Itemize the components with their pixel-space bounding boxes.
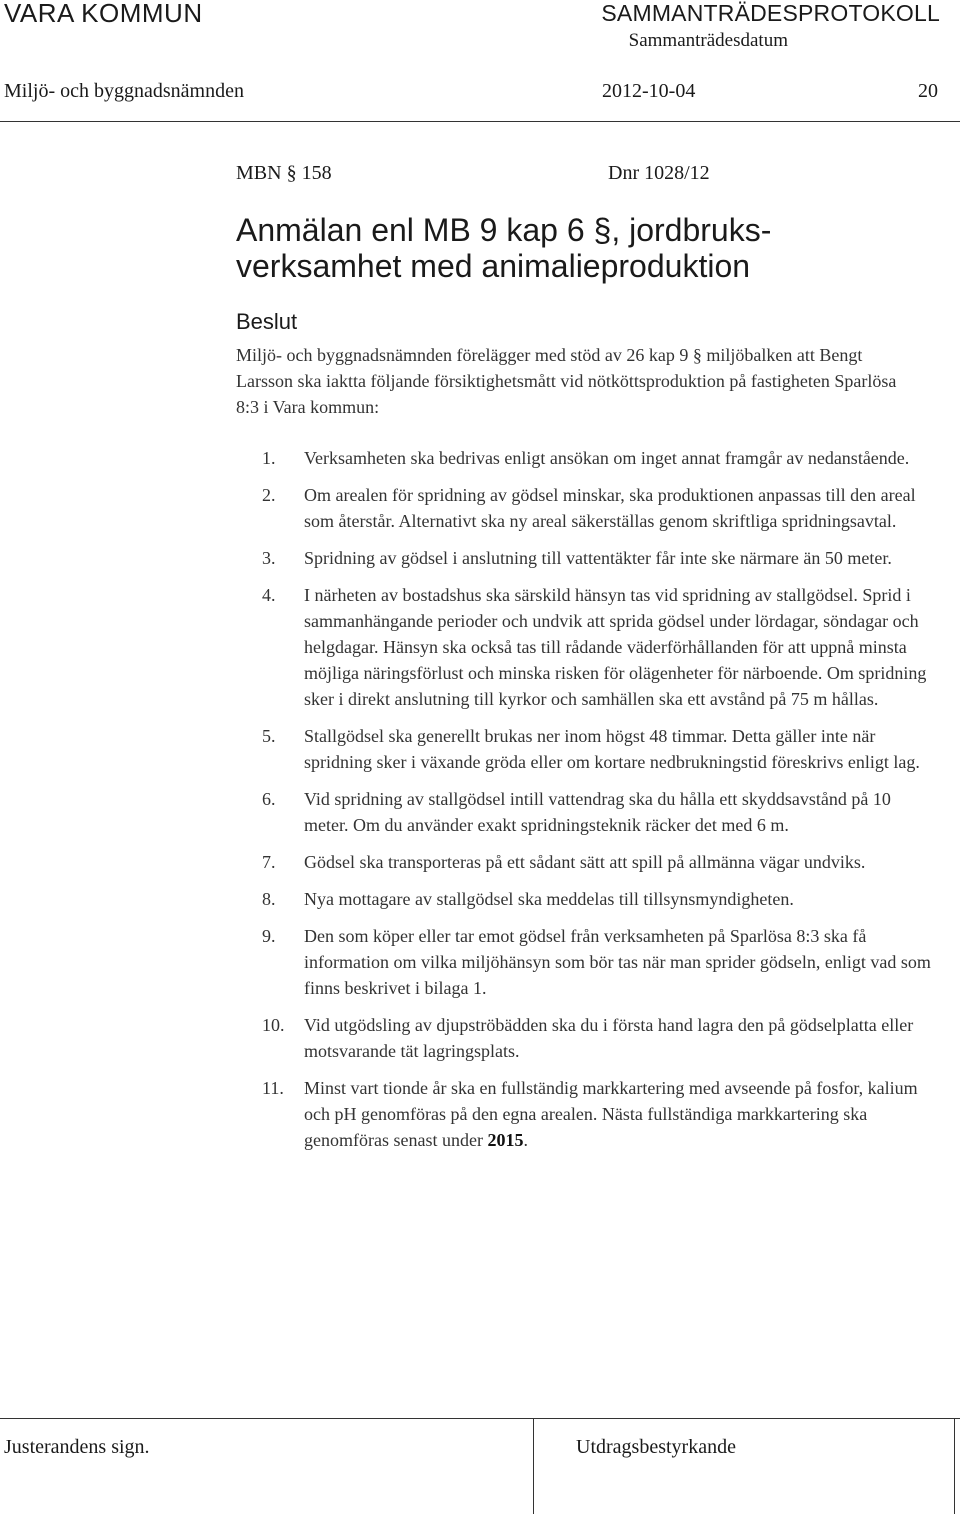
footer-column-divider [533,1418,534,1514]
list-item-body: Verksamheten ska bedrivas enligt ansökan om inget annat framgår av nedanstående. [304,448,910,468]
list-item-body: Nya mottagare av stallgödsel ska meddelas till tillsynsmyndigheten. [304,889,794,909]
list-item-text [304,886,934,912]
list-item-body: Den som köper eller tar emot gödsel från verksamheten på Sparlösa 8:3 ska få information om vilka miljöhänsyn som bör tas när man sprider gödseln, enligt vad som finns beskrivet i bilaga 1. [304,926,931,998]
document-type: SAMMANTRÄDESPROTOKOLL [601,0,940,26]
list-item [262,723,934,775]
list-item-body: Vid utgödsling av djupströbädden ska du i första hand lagra den på gödselplatta eller motsvarande tät lagringsplats. [304,1015,914,1061]
list-item-number: 5. [262,726,276,746]
list-item-text [304,723,934,775]
list-item-number: 10. [262,1015,285,1035]
page-title: Anmälan enl MB 9 kap 6 §, jordbruks-verksamhet med animalieproduktion [236,212,772,284]
list-item-number: 8. [262,889,276,909]
meeting-date-label: Sammanträdesdatum [628,30,788,51]
list-item [262,849,934,875]
list-item-number: 7. [262,852,276,872]
page-number: 20 [918,80,938,102]
list-item-text [304,849,934,875]
list-item-body: Om arealen för spridning av gödsel minskar, ska produktionen anpassas till den areal som återstår. Alternativt ska ny areal säkerställas genom skriftliga spridningsavtal. [304,485,916,531]
footer-divider [0,1418,960,1419]
list-item-number: 9. [262,926,276,946]
committee-name: Miljö- och byggnadsnämnden [4,80,244,102]
adjuster-signature-label: Justerandens sign. [4,1436,150,1458]
list-item [262,445,934,471]
list-item [262,923,934,1001]
list-item-number: 1. [262,448,276,468]
meeting-date: 2012-10-04 [602,80,696,102]
list-item-number: 3. [262,548,276,568]
list-item [262,886,934,912]
list-item-body: Spridning av gödsel i anslutning till vattentäkter får inte ske närmare än 50 meter. [304,548,892,568]
list-item-body: Minst vart tionde år ska en fullständig markkartering med avseende på fosfor, kalium och pH genomföras på den egna arealen. Nästa fullständiga markkartering ska genomföras senast under [304,1078,918,1150]
list-item [262,482,934,534]
list-item-text [304,786,934,838]
list-item-text [304,445,934,471]
list-item-emphasis: 2015 [487,1130,524,1150]
list-item [262,582,934,712]
list-item-number: 2. [262,485,276,505]
footer-column-divider [954,1418,955,1514]
list-item-number: 6. [262,789,276,809]
list-item-text [304,1075,934,1153]
list-item [262,545,934,571]
list-item-body: Gödsel ska transporteras på ett sådant sätt att spill på allmänna vägar undviks. [304,852,866,872]
case-number: MBN § 158 [236,162,332,184]
section-heading: Beslut [236,309,298,334]
list-item-text [304,923,934,1001]
list-item-suffix: . [523,1130,528,1150]
list-item-body: Vid spridning av stallgödsel intill vattendrag ska du hålla ett skyddsavstånd på 10 meter. Om du använder exakt spridningsteknik räcker det med 6 m. [304,789,891,835]
list-item [262,1075,934,1153]
list-item-text [304,582,934,712]
list-item [262,786,934,838]
registration-number: Dnr 1028/12 [608,162,710,184]
decision-list [262,445,934,1164]
header-divider [0,121,960,122]
list-item-number: 11. [262,1078,284,1098]
extract-certification-label: Utdragsbestyrkande [576,1436,736,1458]
list-item-text [304,482,934,534]
list-item-text [304,545,934,571]
list-item [262,1012,934,1064]
list-item-body: Stallgödsel ska generellt brukas ner inom högst 48 timmar. Detta gäller inte när spridning sker i växande gröda eller om kortare nedbrukningstid föreskrivs enligt lag. [304,726,920,772]
organization-name: VARA KOMMUN [4,0,203,28]
list-item-number: 4. [262,585,276,605]
list-item-body: I närheten av bostadshus ska särskild hänsyn tas vid spridning av stallgödsel. Sprid i sammanhängande perioder och undvik att sprida gödsel under lördagar, söndagar och helgdagar. Hänsyn ska också tas till rådande väderförhållanden för att uppnå minsta möjliga näringsförlust och minska risken för olägenheter för närboende. Om spridning sker i direkt anslutning till kyrkor och samhällen ska ett avstånd på 75 m hållas. [304,585,927,709]
list-item-text [304,1012,934,1064]
intro-paragraph: Miljö- och byggnadsnämnden förelägger med stöd av 26 kap 9 § miljöbalken att Bengt Larsson ska iaktta följande försiktighetsmått vid nötköttsproduktion på fastigheten Sparlösa 8:3 i Vara kommun: [236,345,897,417]
